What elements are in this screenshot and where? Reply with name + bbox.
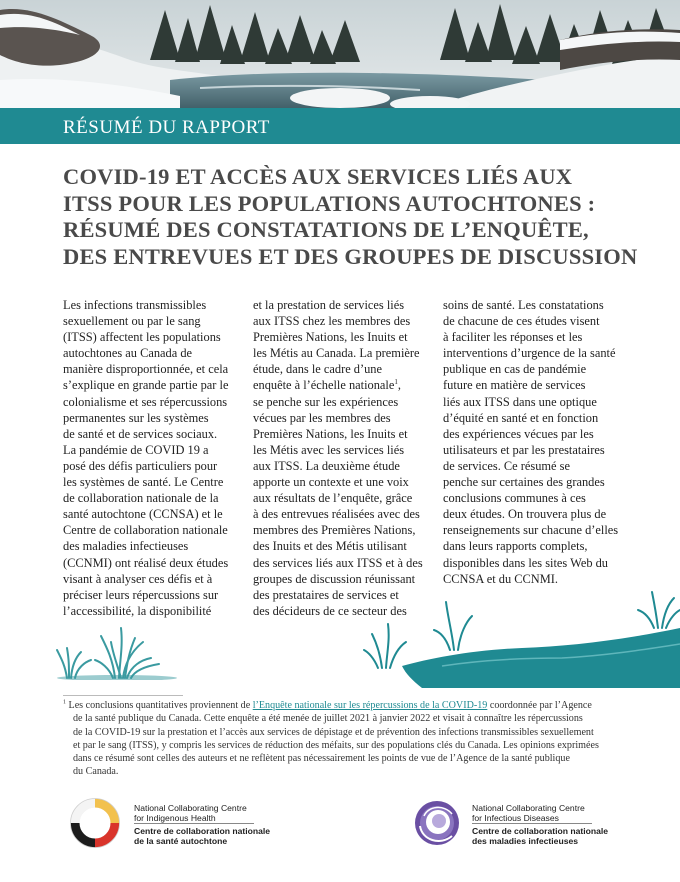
logo-text-line: National Collaborating Centre [134,803,247,813]
logo-text-line: Centre de collaboration nationale [134,826,271,836]
text-line: des services liés aux ITSS et à des [253,555,423,570]
footnote [63,699,663,779]
footnote-line: et par le sang (ITSS), y compris les services de réduction des méfaits, sur des populations clés du Canada. Les opinions exprimées [73,739,599,751]
text-line: des expériences vécues par les [443,426,594,441]
text-line: future en matière de services [443,378,586,393]
logo-text-line: for Indigenous Health [134,813,216,823]
logo-text-line: National Collaborating Centre [472,803,585,813]
text-line: dans leurs rapports complets, [443,539,588,554]
text-line-with-reference: enquête à l’échelle nationale$^1$, [253,378,401,393]
logo-text-line: for Infectious Diseases [472,813,559,823]
text-line: santé autochtone (CCNSA) et le [63,507,223,522]
footnote-text: coordonnée par l’Agence [487,700,592,711]
text-line: sexuellement ou par le sang [63,314,201,329]
title-line: ITSS POUR LES POPULATIONS AUTOCHTONES : [63,190,596,216]
footnote-reference[interactable]: 1 [394,378,398,387]
document-title [63,164,643,270]
footnote-divider [63,695,183,696]
text-line: soins de santé. Les constatations [443,298,604,312]
text-line: disponibles dans les sites Web du [443,555,609,570]
logo-text-line: de la santé autochtone [134,836,228,846]
text-line: vécues par les membres des [253,410,391,425]
text-line: (ITSS) affectent les populations [63,330,221,345]
text-line: Premières Nations, les Inuits et [253,330,408,345]
nccih-ring-logo-icon [68,796,122,850]
nccid-spiral-logo-icon [410,796,464,850]
text-line: des Inuits et des Métis utilisant [253,539,407,554]
logo-divider [472,823,592,824]
text-line: autochtones au Canada de [63,346,193,361]
text-line: de collaboration nationale de la [63,491,219,506]
nccid-name-fr [472,826,608,846]
text-line: l’accessibilité, la disponibilité [63,603,212,618]
footnote-first-line [63,699,663,712]
text-line: La pandémie de COVID 19 a [63,442,209,457]
text-line: de services. Ce résumé se [443,458,570,473]
text-line: Centre de collaboration nationale [63,523,228,538]
logo-text-line: Centre de collaboration nationale [472,826,609,836]
text-line: membres des Premières Nations, [253,523,416,538]
text-line: (CCNMI) ont réalisé deux études [63,555,229,570]
text-line: de chacune de ces études visent [443,314,600,329]
text-line: à faciliter les réponses et les [443,330,583,345]
body-column-3 [443,297,623,587]
text-line: permanentes sur les systèmes [63,410,209,425]
footnote-line: du Canada. [73,766,119,778]
text-line: les Métis avec les services liés [253,442,405,457]
text-line: aux résultats de l’enquête, grâce [253,491,413,506]
text-line: interventions d’urgence de la santé [443,346,616,361]
nccid-name-en [472,803,585,823]
text-line: Les infections transmissibles [63,298,207,312]
logo-text-line: des maladies infectieuses [472,836,579,846]
text-line: aux ITSS chez les membres des [253,314,411,329]
footnote-line: dans ce résumé sont celles des auteurs et ne reflètent pas nécessairement les points de vue de l’Agence de la santé publique [73,753,570,765]
title-line: DES ENTREVUES ET DES GROUPES DE DISCUSSION [63,243,638,269]
body-column-1 [63,297,243,619]
text-line: à des entrevues réalisées avec des [253,507,420,522]
header-photo-winter-river [0,0,680,112]
text-line: renseignements sur chacune d’elles [443,523,619,538]
text-line: Premières Nations, les Inuits et [253,426,408,441]
text-line: colonialisme et ses répercussions [63,394,228,409]
text-line: posé des défis particuliers pour [63,458,218,473]
text-line: utilisateurs et par les prestataires [443,442,605,457]
text-line: de santé et de services sociaux. [63,426,218,441]
text-line: les systèmes de santé. Le Centre [63,475,224,490]
text-line: se penche sur les expériences [253,394,399,409]
text-line: et la prestation de services liés [253,298,405,312]
footnote-line: de la COVID-19 sur la prestation et l’accès aux services de dépistage et de prévention des infections transmissibles sexuellement [73,726,594,738]
text-line: des décideurs de ce secteur des [253,603,407,618]
banner-label: RÉSUMÉ DU RAPPORT [63,117,270,138]
text-line: apporte un contexte et une voix [253,475,409,490]
title-line: RÉSUMÉ DES CONSTATATIONS DE L’ENQUÊTE, [63,217,589,242]
footnote-marker: 1 [63,699,66,706]
text-line: aux ITSS. La deuxième étude [253,458,400,473]
nccih-logo [68,796,338,850]
nccih-name-en [134,803,247,823]
text-line: CCNSA et du CCNMI. [443,571,558,586]
text-line: étude, dans le cadre d’une [253,362,383,377]
text-line: les Métis au Canada. La première [253,346,420,361]
text-line: groupes de discussion réunissant [253,571,416,586]
report-summary-banner [0,108,680,144]
footnote-text: Les conclusions quantitatives proviennent de [68,700,253,711]
text-line: deux études. On trouvera plus de [443,507,607,522]
text-line: conclusions communes à ces [443,491,586,506]
body-column-2 [253,297,433,619]
text-line: visant à analyser ces défis et à [63,571,213,586]
reeds-illustration-left [55,620,195,680]
text-line: penche sur certaines des grandes [443,475,605,490]
text-line: préciser leurs répercussions sur [63,587,219,602]
text-line: enquête à l’échelle nationale [253,378,395,393]
survey-link[interactable]: l’Enquête nationale sur les répercussions de la COVID-19 [252,700,488,711]
text-line: liés aux ITSS dans une optique [443,394,597,409]
footnote-line: de la santé publique du Canada. Cette enquête a été menée de juillet 2021 à janvier 2022 et visait à connaître les répercussions [73,713,583,725]
title-line: COVID-19 ET ACCÈS AUX SERVICES LIÉS AUX [63,164,573,189]
shoreline-illustration-right [362,588,680,688]
nccid-logo [410,796,660,850]
text-line: d’équité en santé et en fonction [443,410,599,425]
text-line: s’explique en grande partie par le [63,378,229,393]
text-line: publique en cas de pandémie [443,362,587,377]
nccih-name-fr [134,826,270,846]
text-line: des maladies infectieuses [63,539,189,554]
text-line: des prestataires de services et [253,587,399,602]
logo-divider [134,823,254,824]
text-line: manière disproportionnée, et cela [63,362,229,377]
